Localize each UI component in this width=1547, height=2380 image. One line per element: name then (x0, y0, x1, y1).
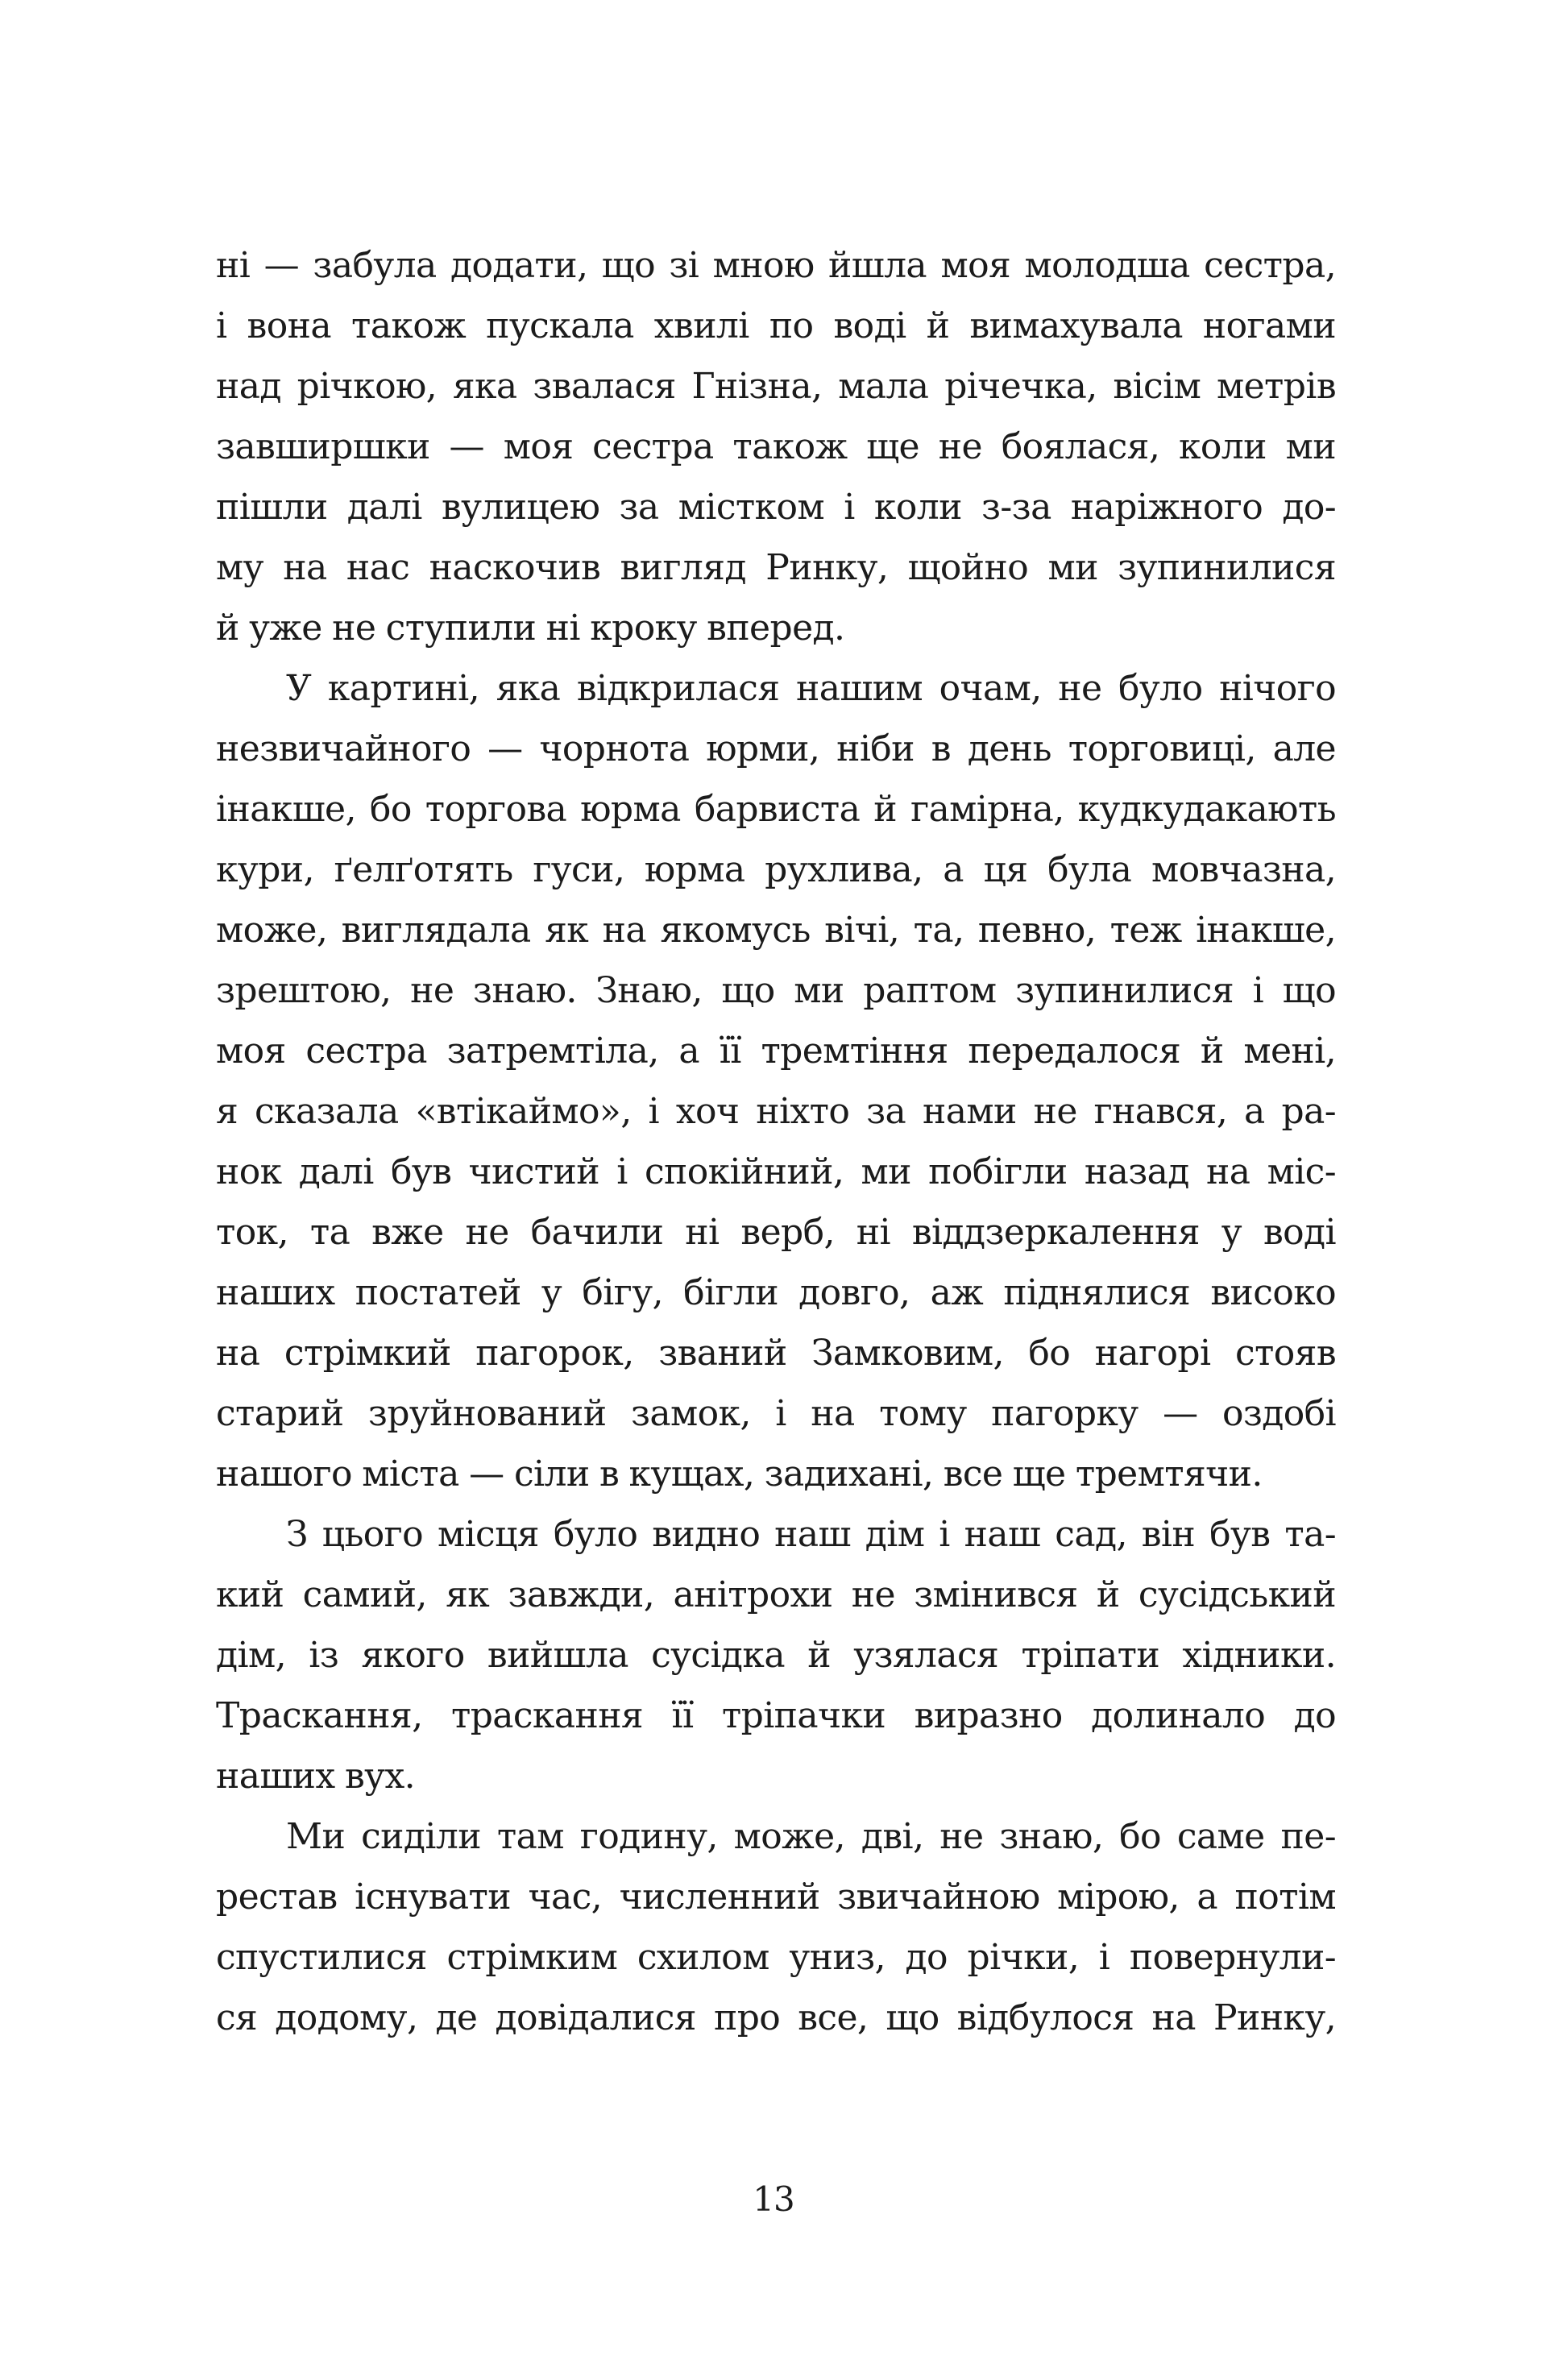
text-line: спустилися стрімким схилом униз, до річки, і повернули- (216, 1937, 1336, 1978)
text-line: ток, та вже не бачили ні верб, ні віддзеркалення у воді (216, 1212, 1336, 1253)
text-line: зрештою, не знаю. Знаю, що ми раптом зупинилися і що (216, 970, 1336, 1011)
text-line: й уже не ступили ні кроку вперед. (216, 607, 845, 649)
text-line: старий зруйнований замок, і на тому пагорку — оздобі (216, 1393, 1336, 1434)
text-line: кури, ґелґотять гуси, юрма рухлива, а ця була мовчазна, (216, 849, 1336, 890)
text-line: ся додому, де довідалися про все, що відбулося на Ринку, (216, 1997, 1336, 2038)
text-line: над річкою, яка звалася Гнізна, мала річечка, вісім метрів (216, 366, 1336, 407)
paragraph (216, 1504, 1336, 1806)
text-line: кий самий, як завжди, анітрохи не змінився й сусідський (216, 1574, 1336, 1615)
paragraph (216, 658, 1336, 1504)
text-line: я сказала «втікаймо», і хоч ніхто за нами не гнався, а ра- (216, 1091, 1336, 1132)
text-line: нашого міста — сіли в кущах, задихані, все ще тремтячи. (216, 1453, 1263, 1495)
paragraph (216, 235, 1336, 658)
text-line: рестав існувати час, численний звичайною мірою, а потім (216, 1876, 1336, 1918)
body-text (216, 235, 1336, 2048)
text-line: і вона також пускала хвилі по воді й вимахувала ногами (216, 305, 1336, 346)
page-number: 13 (753, 2179, 794, 2219)
text-line: дім, із якого вийшла сусідка й узялася тріпати хідники. (216, 1635, 1336, 1676)
text-line: Ми сиділи там годину, може, дві, не знаю, бо саме пе- (286, 1816, 1336, 1857)
text-line: інакше, бо торгова юрма барвиста й гамірна, кудкудакають (216, 789, 1336, 830)
text-line: Траскання, траскання її тріпачки виразно долинало до (216, 1695, 1336, 1736)
text-line: на стрімкий пагорок, званий Замковим, бо нагорі стояв (216, 1333, 1336, 1374)
text-line: моя сестра затремтіла, а її тремтіння передалося й мені, (216, 1030, 1336, 1072)
paragraph (216, 1806, 1336, 2048)
text-line: завширшки — моя сестра також ще не боялася, коли ми (216, 426, 1336, 467)
text-line: У картині, яка відкрилася нашим очам, не було нічого (286, 668, 1336, 709)
text-line: ні — забула додати, що зі мною йшла моя молодша сестра, (216, 245, 1336, 286)
text-line: му на нас наскочив вигляд Ринку, щойно ми зупинилися (216, 547, 1336, 588)
text-line: може, виглядала як на якомусь вічі, та, певно, теж інакше, (216, 910, 1336, 951)
text-line: наших постатей у бігу, бігли довго, аж піднялися високо (216, 1272, 1336, 1313)
text-line: нок далі був чистий і спокійний, ми побігли назад на міс- (216, 1151, 1336, 1192)
text-line: З цього місця було видно наш дім і наш сад, він був та- (286, 1514, 1336, 1555)
text-line: незвичайного — чорнота юрми, ніби в день торговиці, але (216, 728, 1336, 769)
text-line: пішли далі вулицею за містком і коли з-за наріжного до- (216, 487, 1336, 528)
text-line: наших вух. (216, 1756, 416, 1797)
